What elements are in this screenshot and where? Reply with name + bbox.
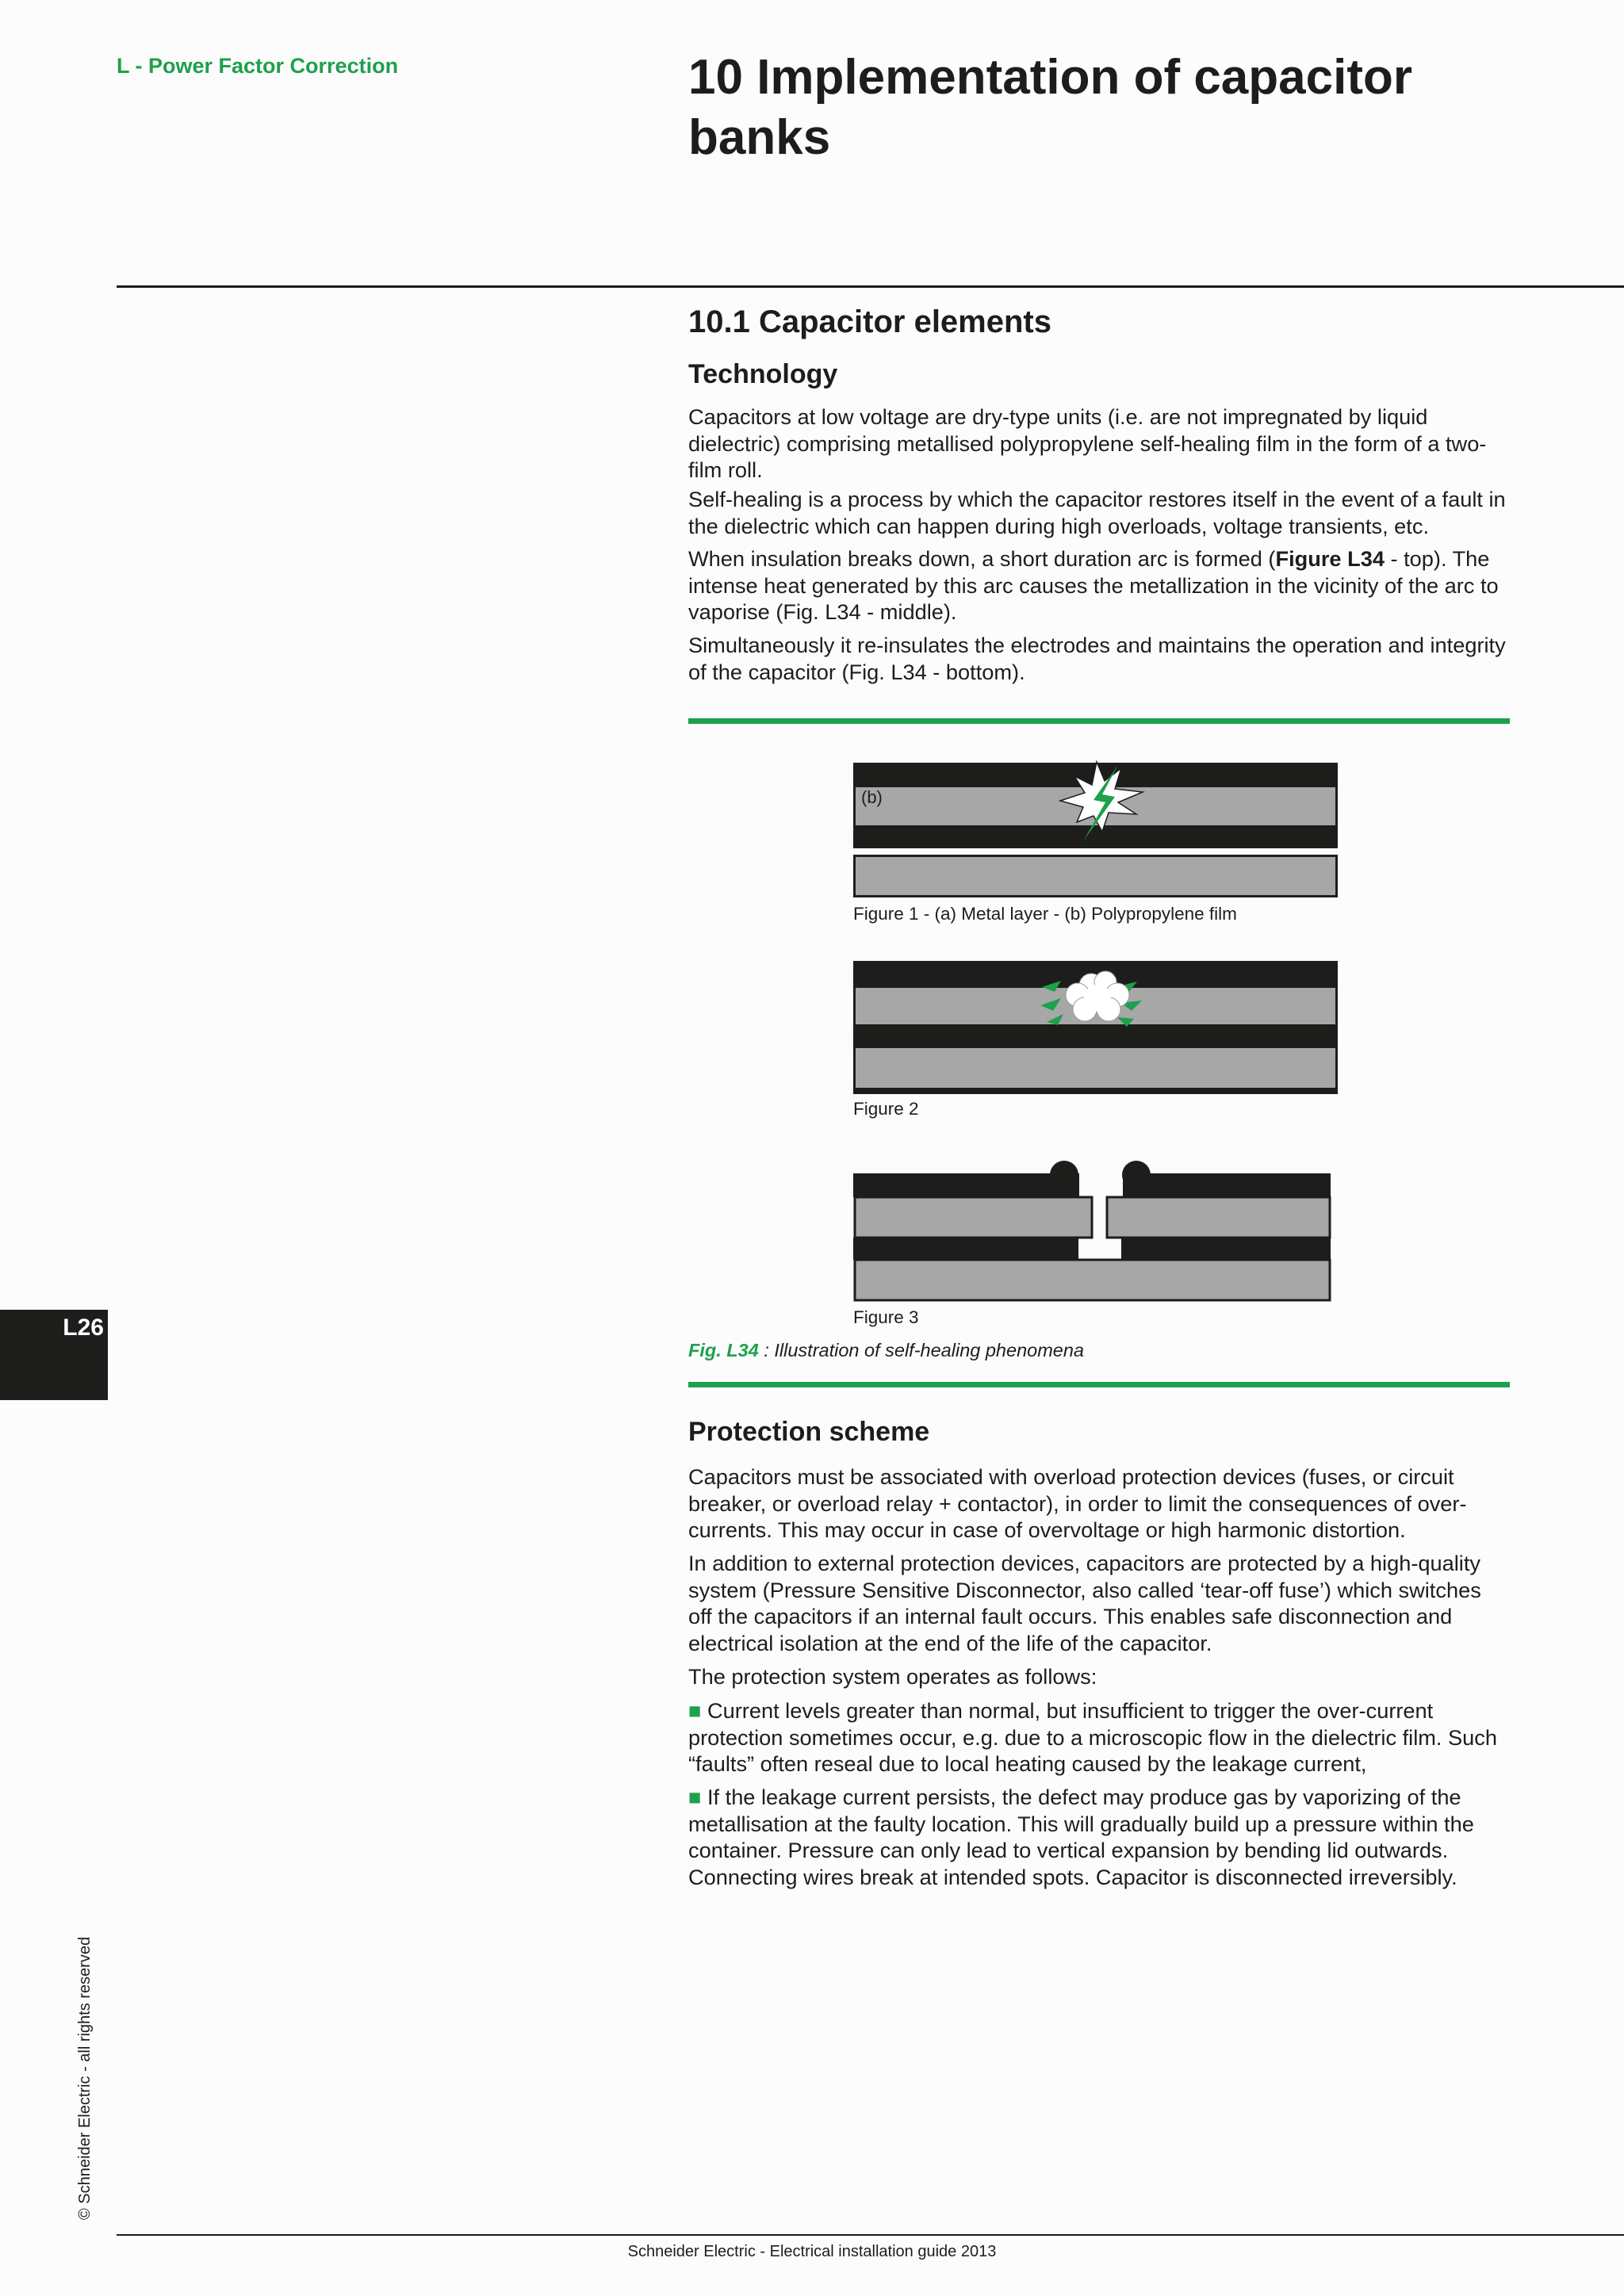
figure-3-caption: Figure 3 [853, 1307, 919, 1327]
page-number: L26 [63, 1314, 104, 1341]
protection-bullet-1: ■ Current levels greater than normal, but insufficient to trigger the over-current protection sometimes occur, e.g. due to a microscopic flow in the dielectric film. Such “faults” often reseal due to local heating caused by the leakage current, [688, 1698, 1497, 1776]
chapter-title: 10 Implementation of capacitor banks [688, 50, 1412, 165]
bullet-square-icon: ■ [688, 1698, 702, 1723]
protection-bullet-2: ■ If the leakage current persists, the defect may produce gas by vaporizing of the metallisation at the faulty location. This will gradually build up a pressure within the container. Pressure can only lead to vertical expansion by bending lid outwards. Connecting wires break at intended spots. Capacitor is disconnected irreversibly. [688, 1785, 1474, 1889]
technology-paragraph-2: Self-healing is a process by which the capacitor restores itself in the event of a fault in the dielectric which can happen during high overloads, voltage transients, etc. [688, 487, 1506, 538]
technology-paragraph-3: When insulation breaks down, a short duration arc is formed (Figure L34 - top). The intense heat generated by this arc causes the metallization in the vicinity of the arc to vaporise (Fig. L34 - middle). [688, 546, 1499, 624]
figure-top-rule [688, 718, 1510, 724]
figure-label-b: (b) [861, 787, 883, 807]
figure-1-caption: Figure 1 - (a) Metal layer - (b) Polypropylene film [853, 904, 1237, 924]
technology-paragraph-1: Capacitors at low voltage are dry-type units (i.e. are not impregnated by liquid dielectric) comprising metallised polypropylene self-healing film in the form of a two-film roll. [688, 404, 1487, 482]
self-healing-diagram [853, 757, 1345, 1336]
technology-heading: Technology [688, 359, 838, 389]
figure-2-diagram [853, 961, 1338, 1094]
figure-bottom-rule [688, 1382, 1510, 1387]
protection-paragraph-1: Capacitors must be associated with overload protection devices (fuses, or circuit breaker, or overload relay + contactor), in order to limit the consequences of over-currents. This may occur in case of overvoltage or high harmonic distortion. [688, 1464, 1467, 1542]
figure-reference: Figure L34 [1275, 546, 1385, 571]
page-footer: Schneider Electric - Electrical installation guide 2013 [627, 2243, 997, 2260]
protection-heading: Protection scheme [688, 1417, 930, 1447]
bottom-rule [117, 2234, 1624, 2236]
protection-paragraph-3: The protection system operates as follows: [688, 1664, 1097, 1689]
page-number-tab [0, 1310, 108, 1400]
section-title: 10.1 Capacitor elements [688, 304, 1051, 339]
copyright-notice: © Schneider Electric - all rights reserved [76, 1936, 94, 2220]
technology-paragraph-4: Simultaneously it re-insulates the electrodes and maintains the operation and integrity of the capacitor (Fig. L34 - bottom). [688, 633, 1506, 684]
figure-3-diagram [853, 1161, 1331, 1300]
section-tag: L - Power Factor Correction [117, 54, 399, 78]
figure-caption: Fig. L34 : Illustration of self-healing phenomena [688, 1340, 1084, 1360]
bullet-square-icon: ■ [688, 1785, 702, 1809]
figure-2-caption: Figure 2 [853, 1099, 919, 1119]
figure-caption-ref: Fig. L34 [688, 1340, 759, 1360]
protection-paragraph-2: In addition to external protection devices, capacitors are protected by a high-quality system (Pressure Sensitive Disconnector, also called ‘tear-off fuse’) which switches off the capacitors if an internal fault occurs. This enables safe disconnection and electrical isolation at the end of the life of the capacitor. [688, 1551, 1481, 1655]
top-rule [117, 285, 1624, 288]
self-healing-figure [853, 757, 1345, 1336]
figure-1-diagram [853, 762, 1338, 897]
